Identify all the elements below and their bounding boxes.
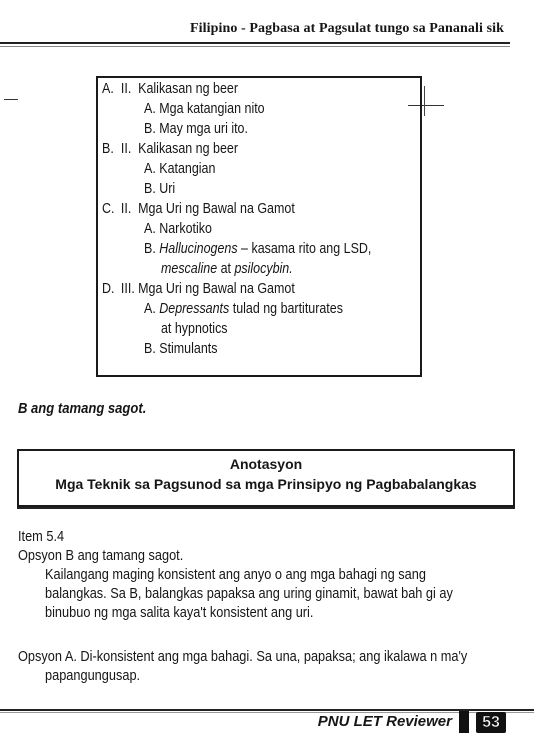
option-b-explanation-line-1: Kailangang maging konsistent ang anyo o ang mga bahagi ng sang: [45, 567, 426, 583]
item-number: Item 5.4: [18, 529, 65, 545]
option-b-sub-2: B. Uri: [144, 181, 176, 197]
header-rule: [0, 42, 510, 44]
option-a-heading: A. II. Kalikasan ng beer: [102, 81, 238, 97]
option-c-heading: C. II. Mga Uri ng Bawal na Gamot: [102, 201, 295, 217]
option-d-sub-1: A. Depressants tulad ng bartiturates: [144, 301, 343, 317]
annotation-subtitle: Mga Teknik sa Pagsunod sa mga Prinsipyo ng Pagbabalangkas: [55, 476, 477, 492]
option-a-explanation-line-1: Opsyon A. Di-konsistent ang mga bahagi. Sa una, papaksa; ang ikalawa n ma'y: [18, 649, 468, 665]
option-d-sub-2: B. Stimulants: [144, 341, 218, 357]
page-number: 53: [482, 714, 500, 731]
footer-rule: [0, 709, 534, 711]
option-d-sub-1-cont: at hypnotics: [161, 321, 228, 337]
margin-mark-right-vertical: [424, 86, 425, 116]
option-a-sub-1: A. Mga katangian nito: [144, 101, 265, 117]
footer-bar-mark: [459, 711, 469, 733]
footer-brand: PNU LET Reviewer: [317, 713, 452, 730]
option-b-explanation-line-3: binubuo ng mga salita kaya't konsistent ang uri.: [45, 605, 314, 621]
option-c-sub-2: B. Hallucinogens – kasama rito ang LSD,: [144, 241, 372, 257]
annotation-box: [17, 449, 515, 507]
option-b-explanation-line-2: balangkas. Sa B, balangkas papaksa ang uring ginamit, bawat bah gi ay: [45, 586, 453, 602]
annotation-title: Anotasyon: [229, 456, 303, 472]
header-rule-thin: [0, 46, 510, 47]
answer-statement: B ang tamang sagot.: [18, 401, 147, 417]
option-b-explanation-heading: Opsyon B ang tamang sagot.: [18, 548, 184, 564]
annotation-box-shadow-rule: [17, 507, 515, 509]
outline-options-box: [96, 76, 422, 377]
option-b-sub-1: A. Katangian: [144, 161, 216, 177]
option-a-sub-2: B. May mga uri ito.: [144, 121, 248, 137]
running-header-title: Filipino - Pagbasa at Pagsulat tungo sa Pananali sik: [189, 21, 504, 36]
option-b-heading: B. II. Kalikasan ng beer: [102, 141, 238, 157]
option-c-sub-2-cont: mescaline at psilocybin.: [161, 261, 293, 277]
page-number-badge: [476, 712, 506, 733]
option-d-heading: D. III. Mga Uri ng Bawal na Gamot: [102, 281, 295, 297]
option-a-explanation-line-2: papangungusap.: [45, 668, 141, 684]
footer-rule-thin: [0, 712, 534, 713]
option-c-sub-1: A. Narkotiko: [144, 221, 212, 237]
margin-mark-left: [4, 99, 18, 100]
